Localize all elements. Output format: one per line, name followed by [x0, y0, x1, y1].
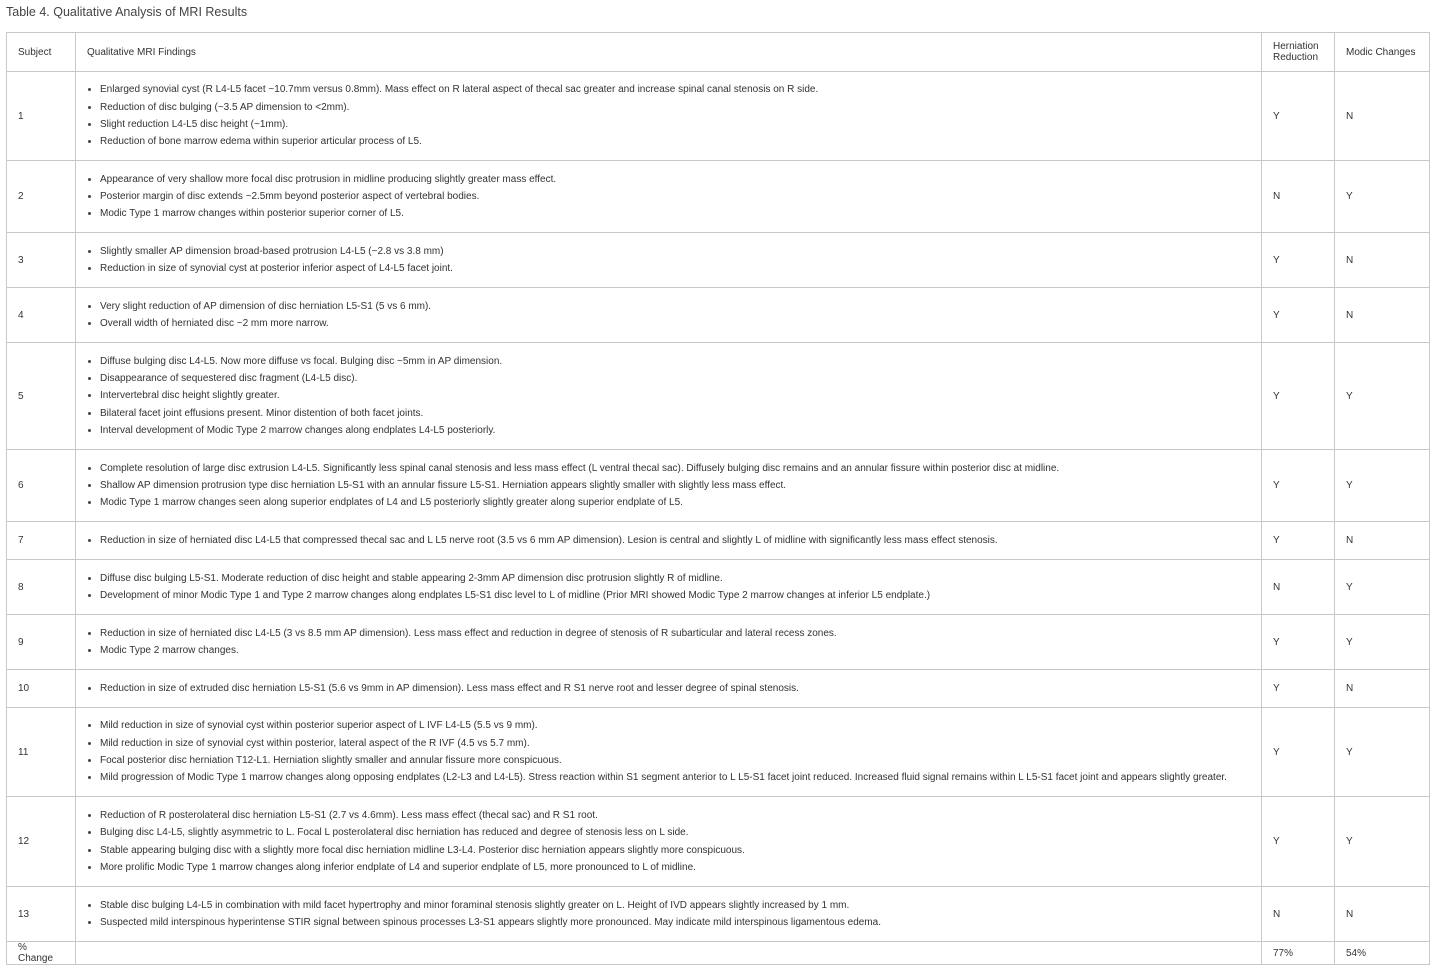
finding-item: Modic Type 1 marrow changes seen along superior endplates of L4 and L5 posteriorly slightly greater along superior endplate of L5. — [100, 494, 1250, 511]
findings-cell — [76, 615, 1262, 670]
finding-item: Mild reduction in size of synovial cyst within posterior superior aspect of L IVF L4-L5 (5.5 vs 9 mm). — [100, 717, 1250, 734]
herniation-reduction-cell: Y — [1262, 670, 1335, 708]
summary-findings — [76, 942, 1262, 965]
findings-cell — [76, 450, 1262, 522]
finding-item: Enlarged synovial cyst (R L4-L5 facet ~10.7mm versus 0.8mm). Mass effect on R lateral aspect of thecal sac greater and increase spinal canal stenosis on R side. — [100, 81, 1250, 98]
summary-herniation: 77% — [1262, 942, 1335, 965]
finding-item: Overall width of herniated disc ~2 mm more narrow. — [100, 315, 1250, 332]
finding-item: Development of minor Modic Type 1 and Type 2 marrow changes along endplates L5-S1 disc level to L of midline (Prior MRI showed Modic Type 2 marrow changes at inferior L5 endplate.) — [100, 587, 1250, 604]
subject-cell: 11 — [7, 708, 76, 797]
findings-list — [87, 81, 1250, 150]
subject-cell: 4 — [7, 288, 76, 343]
table-row — [7, 72, 1430, 161]
modic-changes-cell: N — [1335, 72, 1430, 161]
subject-cell: 9 — [7, 615, 76, 670]
finding-item: Interval development of Modic Type 2 marrow changes along endplates L4-L5 posteriorly. — [100, 422, 1250, 439]
finding-item: Reduction in size of extruded disc herniation L5-S1 (5.6 vs 9mm in AP dimension). Less mass effect and R S1 nerve root and lesser degree of spinal stenosis. — [100, 680, 1250, 697]
table-row — [7, 450, 1430, 522]
mri-results-table — [6, 32, 1430, 965]
herniation-reduction-cell: Y — [1262, 72, 1335, 161]
findings-list — [87, 680, 1250, 697]
subject-cell: 1 — [7, 72, 76, 161]
subject-cell: 10 — [7, 670, 76, 708]
herniation-reduction-cell: N — [1262, 161, 1335, 233]
subject-cell: 6 — [7, 450, 76, 522]
herniation-reduction-cell: Y — [1262, 708, 1335, 797]
herniation-reduction-cell: N — [1262, 887, 1335, 942]
finding-item: Reduction of bone marrow edema within superior articular process of L5. — [100, 133, 1250, 150]
findings-list — [87, 460, 1250, 512]
finding-item: Suspected mild interspinous hyperintense STIR signal between spinous processes L3-S1 appears slightly more pronounced. May indicate mild interspinous ligamentous edema. — [100, 914, 1250, 931]
findings-list — [87, 298, 1250, 333]
table-row — [7, 343, 1430, 450]
modic-changes-cell: N — [1335, 288, 1430, 343]
herniation-reduction-cell: N — [1262, 560, 1335, 615]
finding-item: Slightly smaller AP dimension broad-based protrusion L4-L5 (~2.8 vs 3.8 mm) — [100, 243, 1250, 260]
modic-changes-cell: Y — [1335, 343, 1430, 450]
modic-changes-cell: Y — [1335, 560, 1430, 615]
herniation-reduction-cell: Y — [1262, 797, 1335, 887]
finding-item: Disappearance of sequestered disc fragment (L4-L5 disc). — [100, 370, 1250, 387]
finding-item: Complete resolution of large disc extrusion L4-L5. Significantly less spinal canal stenosis and less mass effect (L ventral thecal sac). Diffusely bulging disc remains and an annular fissure within posterior disc at midline. — [100, 460, 1250, 477]
modic-changes-cell: Y — [1335, 450, 1430, 522]
table-row — [7, 615, 1430, 670]
findings-list — [87, 717, 1250, 786]
findings-list — [87, 625, 1250, 660]
findings-list — [87, 807, 1250, 876]
subject-cell: 8 — [7, 560, 76, 615]
header-subject: Subject — [7, 33, 76, 72]
findings-cell — [76, 887, 1262, 942]
herniation-reduction-cell: Y — [1262, 615, 1335, 670]
table-row — [7, 670, 1430, 708]
header-herniation-line2: Reduction — [1273, 52, 1319, 63]
subject-cell: 2 — [7, 161, 76, 233]
table-row — [7, 233, 1430, 288]
herniation-reduction-cell: Y — [1262, 288, 1335, 343]
finding-item: Reduction of disc bulging (~3.5 AP dimension to <2mm). — [100, 99, 1250, 116]
findings-cell — [76, 161, 1262, 233]
subject-cell: 3 — [7, 233, 76, 288]
findings-list — [87, 897, 1250, 932]
subject-cell: 12 — [7, 797, 76, 887]
findings-cell — [76, 708, 1262, 797]
herniation-reduction-cell: Y — [1262, 450, 1335, 522]
table-caption: Table 4. Qualitative Analysis of MRI Results — [6, 5, 248, 19]
finding-item: Diffuse bulging disc L4-L5. Now more diffuse vs focal. Bulging disc ~5mm in AP dimension. — [100, 353, 1250, 370]
modic-changes-cell: Y — [1335, 708, 1430, 797]
table-row — [7, 522, 1430, 560]
modic-changes-cell: Y — [1335, 615, 1430, 670]
findings-list — [87, 570, 1250, 605]
modic-changes-cell: Y — [1335, 797, 1430, 887]
summary-row — [7, 942, 1430, 965]
table-row — [7, 288, 1430, 343]
finding-item: Reduction in size of herniated disc L4-L5 that compressed thecal sac and L L5 nerve root (3.5 vs 6 mm AP dimension). Lesion is central and slightly L of midline with significantly less mass effect stenosis. — [100, 532, 1250, 549]
modic-changes-cell: N — [1335, 670, 1430, 708]
findings-cell — [76, 670, 1262, 708]
summary-modic: 54% — [1335, 942, 1430, 965]
header-modic-changes: Modic Changes — [1335, 33, 1430, 72]
findings-cell — [76, 288, 1262, 343]
modic-changes-cell: Y — [1335, 161, 1430, 233]
findings-cell — [76, 343, 1262, 450]
header-herniation-line1: Herniation — [1273, 41, 1319, 52]
table-row — [7, 560, 1430, 615]
findings-cell — [76, 233, 1262, 288]
findings-list — [87, 532, 1250, 549]
subject-cell: 5 — [7, 343, 76, 450]
finding-item: Modic Type 2 marrow changes. — [100, 642, 1250, 659]
finding-item: Mild progression of Modic Type 1 marrow changes along opposing endplates (L2-L3 and L4-L5). Stress reaction within S1 segment anterior to L L5-S1 facet joint reduced. Increased fluid signal remains within L L5-S1 facet joint and appears slightly greater. — [100, 769, 1250, 786]
finding-item: Mild reduction in size of synovial cyst within posterior, lateral aspect of the R IVF (4.5 vs 5.7 mm). — [100, 735, 1250, 752]
finding-item: Stable disc bulging L4-L5 in combination with mild facet hypertrophy and minor foraminal stenosis slightly greater on L. Height of IVD appears slightly increased by 1 mm. — [100, 897, 1250, 914]
finding-item: Slight reduction L4-L5 disc height (~1mm). — [100, 116, 1250, 133]
findings-list — [87, 171, 1250, 223]
subject-cell: 13 — [7, 887, 76, 942]
findings-cell — [76, 797, 1262, 887]
finding-item: More prolific Modic Type 1 marrow changes along inferior endplate of L4 and superior endplate of L5, more pronounced to L of midline. — [100, 859, 1250, 876]
finding-item: Posterior margin of disc extends ~2.5mm beyond posterior aspect of vertebral bodies. — [100, 188, 1250, 205]
finding-item: Bilateral facet joint effusions present. Minor distention of both facet joints. — [100, 405, 1250, 422]
modic-changes-cell: N — [1335, 887, 1430, 942]
header-herniation-reduction — [1262, 33, 1335, 72]
finding-item: Stable appearing bulging disc with a slightly more focal disc herniation midline L3-L4. Posterior disc herniation appears slightly more conspicuous. — [100, 842, 1250, 859]
finding-item: Diffuse disc bulging L5-S1. Moderate reduction of disc height and stable appearing 2-3mm AP dimension disc protrusion slightly R of midline. — [100, 570, 1250, 587]
findings-list — [87, 353, 1250, 439]
finding-item: Reduction in size of synovial cyst at posterior inferior aspect of L4-L5 facet joint. — [100, 260, 1250, 277]
table-row — [7, 708, 1430, 797]
finding-item: Bulging disc L4-L5, slightly asymmetric to L. Focal L posterolateral disc herniation has reduced and degree of stenosis less on L side. — [100, 824, 1250, 841]
finding-item: Very slight reduction of AP dimension of disc herniation L5-S1 (5 vs 6 mm). — [100, 298, 1250, 315]
finding-item: Shallow AP dimension protrusion type disc herniation L5-S1 with an annular fissure L5-S1. Herniation appears slightly smaller with slightly less mass effect. — [100, 477, 1250, 494]
herniation-reduction-cell: Y — [1262, 522, 1335, 560]
table-row — [7, 797, 1430, 887]
findings-cell — [76, 72, 1262, 161]
table-row — [7, 887, 1430, 942]
table-row — [7, 161, 1430, 233]
findings-cell — [76, 522, 1262, 560]
summary-label: % Change — [7, 942, 76, 965]
finding-item: Intervertebral disc height slightly greater. — [100, 387, 1250, 404]
herniation-reduction-cell: Y — [1262, 233, 1335, 288]
modic-changes-cell: N — [1335, 233, 1430, 288]
finding-item: Appearance of very shallow more focal disc protrusion in midline producing slightly greater mass effect. — [100, 171, 1250, 188]
herniation-reduction-cell: Y — [1262, 343, 1335, 450]
header-findings: Qualitative MRI Findings — [76, 33, 1262, 72]
finding-item: Focal posterior disc herniation T12-L1. Herniation slightly smaller and annular fissure more conspicuous. — [100, 752, 1250, 769]
table-header-row — [7, 33, 1430, 72]
finding-item: Reduction of R posterolateral disc herniation L5-S1 (2.7 vs 4.6mm). Less mass effect (thecal sac) and R S1 root. — [100, 807, 1250, 824]
modic-changes-cell: N — [1335, 522, 1430, 560]
finding-item: Reduction in size of herniated disc L4-L5 (3 vs 8.5 mm AP dimension). Less mass effect and reduction in degree of stenosis of R subarticular and lateral recess zones. — [100, 625, 1250, 642]
findings-cell — [76, 560, 1262, 615]
finding-item: Modic Type 1 marrow changes within posterior superior corner of L5. — [100, 205, 1250, 222]
subject-cell: 7 — [7, 522, 76, 560]
findings-list — [87, 243, 1250, 278]
